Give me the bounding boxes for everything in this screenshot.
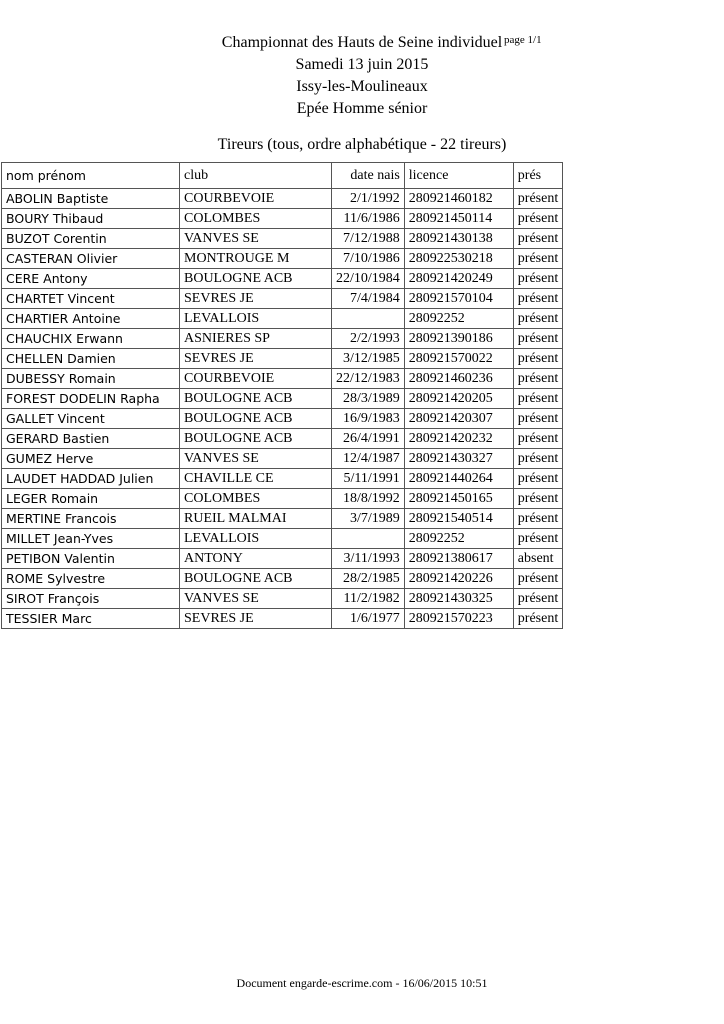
licence-cell: 280921420226 [404, 569, 513, 589]
club-cell: SEVRES JE [180, 349, 332, 369]
presence-cell: présent [513, 329, 562, 349]
licence-cell: 280921430327 [404, 449, 513, 469]
competition-location: Issy-les-Moulineaux [296, 78, 428, 95]
name-cell: LEGER Romain [2, 489, 180, 509]
presence-cell: présent [513, 229, 562, 249]
table-row [2, 549, 563, 569]
name-cell: MILLET Jean-Yves [2, 529, 180, 549]
table-row [2, 369, 563, 389]
table-row [2, 389, 563, 409]
table-row [2, 309, 563, 329]
name-cell: MERTINE Francois [2, 509, 180, 529]
name-cell: DUBESSY Romain [2, 369, 180, 389]
list-subtitle: Tireurs (tous, ordre alphabétique - 22 tireurs) [217, 136, 507, 153]
presence-cell: présent [513, 249, 562, 269]
licence-cell: 280921430325 [404, 589, 513, 609]
licence-cell: 280921430138 [404, 229, 513, 249]
licence-cell: 280921450165 [404, 489, 513, 509]
licence-cell: 280921460236 [404, 369, 513, 389]
table-row [2, 229, 563, 249]
club-cell: VANVES SE [180, 229, 332, 249]
licence-cell: 280921380617 [404, 549, 513, 569]
document-header [0, 32, 724, 120]
birthdate-cell: 2/1/1992 [332, 189, 405, 209]
table-row [2, 569, 563, 589]
licence-cell: 28092252 [404, 309, 513, 329]
birthdate-cell: 5/11/1991 [332, 469, 405, 489]
licence-cell: 280921450114 [404, 209, 513, 229]
club-cell: BOULOGNE ACB [180, 429, 332, 449]
birthdate-cell: 1/6/1977 [332, 609, 405, 629]
competition-title: Championnat des Hauts de Seine individuel [221, 34, 503, 51]
club-cell: BOULOGNE ACB [180, 389, 332, 409]
fencers-table [1, 162, 563, 629]
name-cell: ROME Sylvestre [2, 569, 180, 589]
column-header-presence: prés [513, 163, 562, 189]
presence-cell: présent [513, 569, 562, 589]
table-row [2, 329, 563, 349]
licence-cell: 280921570104 [404, 289, 513, 309]
club-cell: MONTROUGE M [180, 249, 332, 269]
presence-cell: présent [513, 409, 562, 429]
table-row [2, 189, 563, 209]
name-cell: CHELLEN Damien [2, 349, 180, 369]
birthdate-cell: 22/12/1983 [332, 369, 405, 389]
table-row [2, 409, 563, 429]
presence-cell: absent [513, 549, 562, 569]
licence-cell: 280921570223 [404, 609, 513, 629]
name-cell: CERE Antony [2, 269, 180, 289]
birthdate-cell: 7/12/1988 [332, 229, 405, 249]
name-cell: BOURY Thibaud [2, 209, 180, 229]
birthdate-cell [332, 529, 405, 549]
club-cell: COLOMBES [180, 489, 332, 509]
licence-cell: 280921420249 [404, 269, 513, 289]
club-cell: CHAVILLE CE [180, 469, 332, 489]
presence-cell: présent [513, 189, 562, 209]
licence-cell: 280921390186 [404, 329, 513, 349]
presence-cell: présent [513, 589, 562, 609]
birthdate-cell: 22/10/1984 [332, 269, 405, 289]
presence-cell: présent [513, 429, 562, 449]
licence-cell: 280921440264 [404, 469, 513, 489]
birthdate-cell [332, 309, 405, 329]
birthdate-cell: 12/4/1987 [332, 449, 405, 469]
presence-cell: présent [513, 349, 562, 369]
birthdate-cell: 2/2/1993 [332, 329, 405, 349]
club-cell: COURBEVOIE [180, 189, 332, 209]
name-cell: GALLET Vincent [2, 409, 180, 429]
licence-cell: 280921460182 [404, 189, 513, 209]
table-row [2, 469, 563, 489]
birthdate-cell: 7/4/1984 [332, 289, 405, 309]
table-row [2, 349, 563, 369]
birthdate-cell: 16/9/1983 [332, 409, 405, 429]
table-row [2, 509, 563, 529]
birthdate-cell: 11/2/1982 [332, 589, 405, 609]
club-cell: BOULOGNE ACB [180, 409, 332, 429]
club-cell: RUEIL MALMAI [180, 509, 332, 529]
name-cell: CHARTIER Antoine [2, 309, 180, 329]
birthdate-cell: 3/7/1989 [332, 509, 405, 529]
presence-cell: présent [513, 489, 562, 509]
name-cell: ABOLIN Baptiste [2, 189, 180, 209]
birthdate-cell: 28/2/1985 [332, 569, 405, 589]
presence-cell: présent [513, 529, 562, 549]
club-cell: SEVRES JE [180, 289, 332, 309]
club-cell: BOULOGNE ACB [180, 569, 332, 589]
club-cell: SEVRES JE [180, 609, 332, 629]
name-cell: GERARD Bastien [2, 429, 180, 449]
presence-cell: présent [513, 449, 562, 469]
name-cell: CHARTET Vincent [2, 289, 180, 309]
club-cell: COURBEVOIE [180, 369, 332, 389]
presence-cell: présent [513, 389, 562, 409]
licence-cell: 280921570022 [404, 349, 513, 369]
document-footer: Document engarde-escrime.com - 16/06/2015 10:51 [236, 976, 488, 990]
birthdate-cell: 3/11/1993 [332, 549, 405, 569]
table-header-row [2, 163, 563, 189]
licence-cell: 28092252 [404, 529, 513, 549]
name-cell: SIROT François [2, 589, 180, 609]
table-row [2, 589, 563, 609]
birthdate-cell: 18/8/1992 [332, 489, 405, 509]
presence-cell: présent [513, 609, 562, 629]
name-cell: GUMEZ Herve [2, 449, 180, 469]
name-cell: TESSIER Marc [2, 609, 180, 629]
club-cell: COLOMBES [180, 209, 332, 229]
name-cell: CHAUCHIX Erwann [2, 329, 180, 349]
table-row [2, 209, 563, 229]
table-body [2, 189, 563, 629]
club-cell: BOULOGNE ACB [180, 269, 332, 289]
name-cell: FOREST DODELIN Rapha [2, 389, 180, 409]
table-row [2, 489, 563, 509]
name-cell: LAUDET HADDAD Julien [2, 469, 180, 489]
column-header-birthdate: date nais [332, 163, 405, 189]
table-row [2, 289, 563, 309]
presence-cell: présent [513, 369, 562, 389]
birthdate-cell: 26/4/1991 [332, 429, 405, 449]
table-row [2, 449, 563, 469]
birthdate-cell: 3/12/1985 [332, 349, 405, 369]
presence-cell: présent [513, 289, 562, 309]
presence-cell: présent [513, 309, 562, 329]
club-cell: LEVALLOIS [180, 529, 332, 549]
birthdate-cell: 28/3/1989 [332, 389, 405, 409]
licence-cell: 280921540514 [404, 509, 513, 529]
birthdate-cell: 11/6/1986 [332, 209, 405, 229]
club-cell: ANTONY [180, 549, 332, 569]
column-header-name: nom prénom [2, 163, 180, 189]
licence-cell: 280921420232 [404, 429, 513, 449]
competition-date: Samedi 13 juin 2015 [295, 56, 429, 73]
column-header-club: club [180, 163, 332, 189]
club-cell: VANVES SE [180, 589, 332, 609]
licence-cell: 280921420205 [404, 389, 513, 409]
presence-cell: présent [513, 469, 562, 489]
table-row [2, 249, 563, 269]
name-cell: PETIBON Valentin [2, 549, 180, 569]
presence-cell: présent [513, 509, 562, 529]
licence-cell: 280922530218 [404, 249, 513, 269]
club-cell: LEVALLOIS [180, 309, 332, 329]
presence-cell: présent [513, 269, 562, 289]
table-row [2, 529, 563, 549]
club-cell: ASNIERES SP [180, 329, 332, 349]
table-row [2, 609, 563, 629]
name-cell: CASTERAN Olivier [2, 249, 180, 269]
competition-category: Epée Homme sénior [296, 100, 428, 117]
name-cell: BUZOT Corentin [2, 229, 180, 249]
table-row [2, 269, 563, 289]
club-cell: VANVES SE [180, 449, 332, 469]
page-number: page 1/1 [504, 34, 542, 46]
birthdate-cell: 7/10/1986 [332, 249, 405, 269]
column-header-licence: licence [404, 163, 513, 189]
table-row [2, 429, 563, 449]
presence-cell: présent [513, 209, 562, 229]
licence-cell: 280921420307 [404, 409, 513, 429]
